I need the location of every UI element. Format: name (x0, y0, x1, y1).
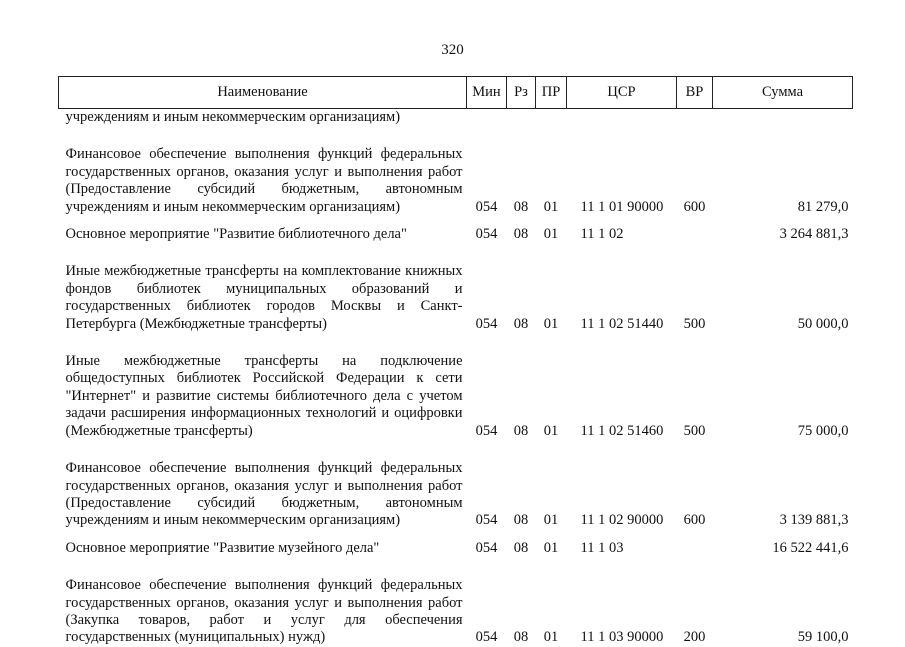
row-pr: 01 (543, 198, 559, 215)
row-name: Иные межбюджетные трансферты на подключение общедоступных библиотек Российской Федерации к сети "Интернет" и развитие системы библиотечного дела с учетом задачи расширения информационных технологий и оцифровки (Межбюджетные трансферты) (65, 353, 463, 439)
row-pr: 01 (543, 512, 559, 529)
header-rz: Рз (507, 77, 536, 109)
row-sum (713, 109, 853, 127)
header-sum: Сумма (713, 77, 853, 109)
header-csr: ЦСР (567, 77, 677, 109)
table-row (59, 263, 853, 333)
row-min: 054 (475, 198, 498, 215)
row-rz: 08 (513, 226, 529, 243)
row-vr: 200 (683, 629, 706, 646)
row-csr: 11 1 02 (580, 226, 624, 243)
row-name: учреждениям и иным некоммерческим организациям) (65, 109, 401, 125)
table-row (59, 146, 853, 216)
row-rz: 08 (513, 198, 529, 215)
row-csr: 11 1 03 90000 (580, 629, 664, 646)
row-name: Иные межбюджетные трансферты на комплектование книжных фондов библиотек муниципальных образований и государственных библиотек городов Москвы и Санкт-Петербурга (Межбюджетные трансферты) (65, 263, 463, 332)
row-rz: 08 (513, 512, 529, 529)
row-rz: 08 (513, 629, 529, 646)
row-pr: 01 (543, 422, 559, 439)
row-csr: 11 1 03 (580, 539, 624, 556)
header-min: Мин (467, 77, 507, 109)
budget-table (58, 76, 853, 647)
row-vr (677, 226, 713, 243)
row-sum: 16 522 441,6 (772, 539, 849, 556)
row-pr: 01 (543, 539, 559, 556)
row-name: Основное мероприятие "Развитие музейного дела" (65, 539, 380, 556)
table-row (59, 577, 853, 647)
row-sum: 59 100,0 (797, 629, 849, 646)
header-vr: ВР (677, 77, 713, 109)
row-min (467, 109, 507, 127)
page-number: 320 (441, 42, 464, 58)
row-rz: 08 (513, 539, 529, 556)
header-pr: ПР (536, 77, 567, 109)
row-min: 054 (475, 512, 498, 529)
table-row (59, 226, 853, 243)
table-row (59, 353, 853, 440)
row-vr: 600 (683, 512, 706, 529)
row-pr: 01 (543, 315, 559, 332)
row-pr: 01 (543, 226, 559, 243)
row-min: 054 (475, 629, 498, 646)
row-rz: 08 (513, 315, 529, 332)
table-row (59, 109, 853, 127)
table-header-row (59, 77, 853, 109)
row-vr: 600 (683, 198, 706, 215)
row-pr (536, 109, 567, 127)
row-rz: 08 (513, 422, 529, 439)
row-csr (567, 109, 677, 127)
row-min: 054 (475, 226, 498, 243)
header-name: Наименование (59, 77, 467, 109)
row-min: 054 (475, 422, 498, 439)
row-rz (507, 109, 536, 127)
row-csr: 11 1 01 90000 (580, 198, 664, 215)
row-vr (677, 109, 713, 127)
row-csr: 11 1 02 51440 (580, 315, 664, 332)
table-row (59, 540, 853, 557)
row-name: Финансовое обеспечение выполнения функций федеральных государственных органов, оказания услуг и выполнения работ (Предоставление субсидий бюджетным, автономным учреждениям и иным некоммерческим организациям) (65, 146, 463, 215)
row-name: Финансовое обеспечение выполнения функций федеральных государственных органов, оказания услуг и выполнения работ (Предоставление субсидий бюджетным, автономным учреждениям и иным некоммерческим организациям) (65, 460, 463, 529)
row-pr: 01 (543, 629, 559, 646)
row-vr (677, 540, 713, 557)
table-row (59, 460, 853, 530)
row-min: 054 (475, 539, 498, 556)
row-vr: 500 (683, 315, 706, 332)
row-sum: 50 000,0 (797, 315, 849, 332)
row-sum: 81 279,0 (797, 198, 849, 215)
row-sum: 3 139 881,3 (779, 512, 849, 529)
row-name: Финансовое обеспечение выполнения функций федеральных государственных органов, оказания услуг и выполнения работ (Закупка товаров, работ и услуг для обеспечения государственных (муниципальных) нужд) (65, 577, 463, 646)
row-csr: 11 1 02 51460 (580, 422, 664, 439)
row-sum: 3 264 881,3 (779, 226, 849, 243)
row-min: 054 (475, 315, 498, 332)
row-name: Основное мероприятие "Развитие библиотечного дела" (65, 226, 407, 243)
row-csr: 11 1 02 90000 (580, 512, 664, 529)
row-vr: 500 (683, 422, 706, 439)
row-sum: 75 000,0 (797, 422, 849, 439)
